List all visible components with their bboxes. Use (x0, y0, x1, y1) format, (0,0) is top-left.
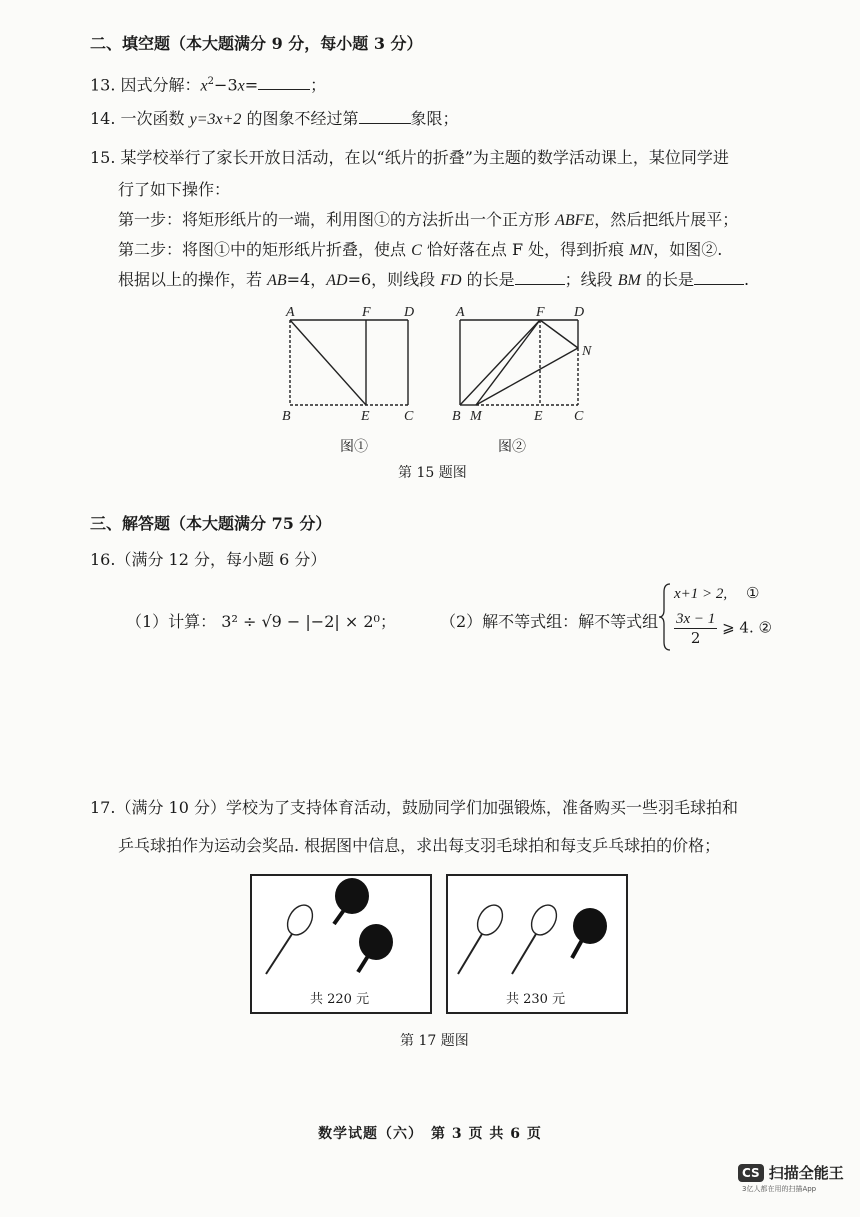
watermark-app-name: 扫描全能王 (768, 1164, 844, 1182)
q15-bm-len: 的长是 (640, 270, 694, 289)
q17-picture-2 (446, 874, 628, 1014)
left-brace-icon (658, 582, 672, 652)
q15-given-text: 根据以上的操作，若 (118, 270, 268, 289)
q16-ineq2-relation: ⩾ 4. (722, 618, 754, 637)
question-13 (90, 72, 326, 96)
q16-ineq-1 (674, 584, 759, 603)
q15-ad-val: =6，则线段 (347, 270, 441, 289)
fig2-label-c: C (574, 409, 584, 424)
q15-line-2: 行了如下操作： (118, 180, 231, 199)
q13-equals: = (244, 75, 259, 95)
q16-part-2-label: （2）解不等式组：解不等式组 (440, 612, 659, 631)
fig2-caption: 图② (498, 439, 526, 455)
rackets-illustration-2 (448, 876, 626, 986)
q14-end: 象限； (410, 109, 459, 128)
q17-box1-total: 共 220 元 (310, 992, 370, 1007)
badminton-racket-icon-2 (512, 901, 562, 974)
q13-end: ； (310, 75, 327, 95)
q14-mid: 的图象不经过第 (241, 109, 359, 128)
q15-step2-end: ，如图②. (653, 240, 723, 259)
q15-line-4 (118, 240, 722, 261)
fig1-label-a: A (286, 305, 295, 320)
q15-ad: AD (326, 272, 348, 289)
q16-part1-label: （1）计算： (126, 612, 217, 631)
q15-figure-caption: 第 15 题图 (398, 465, 467, 481)
q13-prefix: 13. 因式分解： (90, 75, 201, 95)
question-14 (90, 109, 459, 130)
ping-pong-paddle-icon (572, 908, 607, 958)
q16-part-1 (126, 612, 396, 632)
fig1-label-b: B (282, 409, 291, 424)
q15-bm: BM (617, 272, 641, 289)
q15-line-3 (118, 210, 738, 231)
q14-prefix: 14. 一次函数 (90, 109, 190, 128)
q13-var-x2: x (237, 77, 245, 95)
q14-answer-blank[interactable] (359, 109, 411, 124)
fig2-label-d: D (574, 305, 585, 320)
fig1-label-e: E (361, 409, 370, 424)
q15-line-1: 15. 某学校举行了家长开放日活动，在以“纸片的折叠”为主题的数学活动课上，某位同学进 (90, 148, 729, 167)
q15-fd: FD (440, 272, 462, 289)
q17-picture-1 (250, 874, 432, 1014)
q13-exponent: 2 (207, 76, 215, 87)
q16-mark-1: ① (745, 584, 760, 602)
q15-fd-blank[interactable] (515, 270, 565, 285)
cs-logo-icon: CS (738, 1164, 764, 1182)
q15-figure-1 (278, 300, 428, 425)
q16-inequality-system (658, 582, 770, 652)
q15-step2-mid: 恰好落在点 F 处，得到折痕 (421, 240, 630, 259)
fig2-label-f: F (536, 305, 545, 320)
fig1-label-f: F (362, 305, 371, 320)
q15-line-5 (118, 270, 749, 291)
q16-ineq2-denominator: 2 (690, 629, 701, 647)
q13-minus: −3 (214, 75, 238, 95)
q15-point-c: C (411, 242, 422, 259)
q16-part1-expression: 3² ÷ √9 − |−2| × 2⁰； (221, 612, 396, 631)
q13-var-x: x (200, 77, 208, 95)
badminton-racket-icon (458, 901, 508, 974)
q15-step1-text: 第一步：将矩形纸片的一端，利用图①的方法折出一个正方形 (118, 210, 556, 229)
ping-pong-paddle-icon-2 (358, 924, 393, 972)
fig1-label-c: C (404, 409, 414, 424)
fig2-label-n: N (582, 344, 592, 359)
q16-mark-2: ② (758, 618, 772, 637)
q15-bm-text: ；线段 (564, 270, 618, 289)
q15-period: . (743, 270, 750, 289)
section-heading-solutions: 三、解答题（本大题满分 75 分） (90, 514, 332, 533)
ping-pong-paddle-icon (334, 878, 369, 924)
q16-ineq-2 (674, 610, 772, 647)
q15-square-name: ABFE (555, 212, 595, 229)
page-footer: 数学试题（六） 第 3 页 共 6 页 (318, 1126, 542, 1142)
scanner-watermark (738, 1162, 844, 1193)
q15-ab-val: =4， (286, 270, 327, 289)
q17-line-1: 17.（满分 10 分）学校为了支持体育活动，鼓励同学们加强锻炼，准备购买一些羽毛球拍和 (90, 798, 738, 817)
q15-crease-mn: MN (629, 242, 654, 259)
watermark-tagline: 3亿人都在用的扫描App (742, 1185, 817, 1193)
fig2-label-e: E (534, 409, 543, 424)
q15-ab: AB (267, 272, 287, 289)
q15-step2-text: 第二步：将图①中的矩形纸片折叠，使点 (118, 240, 412, 259)
q15-fd-text: 的长是 (461, 270, 515, 289)
badminton-racket-icon (266, 901, 318, 974)
q15-step1-end: ，然后把纸片展平； (594, 210, 739, 229)
q16-ineq2-numerator: 3x − 1 (676, 611, 716, 627)
rackets-illustration-1 (252, 876, 430, 986)
q17-figure-caption: 第 17 题图 (400, 1033, 469, 1049)
section-heading-fill-blank: 二、填空题（本大题满分 9 分，每小题 3 分） (90, 34, 423, 53)
q17-box2-total: 共 230 元 (506, 992, 566, 1007)
q16-heading: 16.（满分 12 分，每小题 6 分） (90, 550, 327, 569)
q16-ineq1-expr: x+1 > 2, (674, 586, 728, 602)
fig2-label-a: A (456, 305, 465, 320)
q15-figure-2 (448, 300, 608, 425)
fig1-label-d: D (404, 305, 415, 320)
fig1-caption: 图① (340, 439, 368, 455)
q15-bm-blank[interactable] (694, 270, 744, 285)
q14-equation: y=3x+2 (189, 111, 242, 128)
fig2-label-m: M (470, 409, 482, 424)
fig2-label-b: B (452, 409, 461, 424)
q17-line-2: 乒乓球拍作为运动会奖品. 根据图中信息，求出每支羽毛球拍和每支乒乓球拍的价格； (118, 836, 721, 855)
q13-answer-blank[interactable] (258, 75, 310, 90)
